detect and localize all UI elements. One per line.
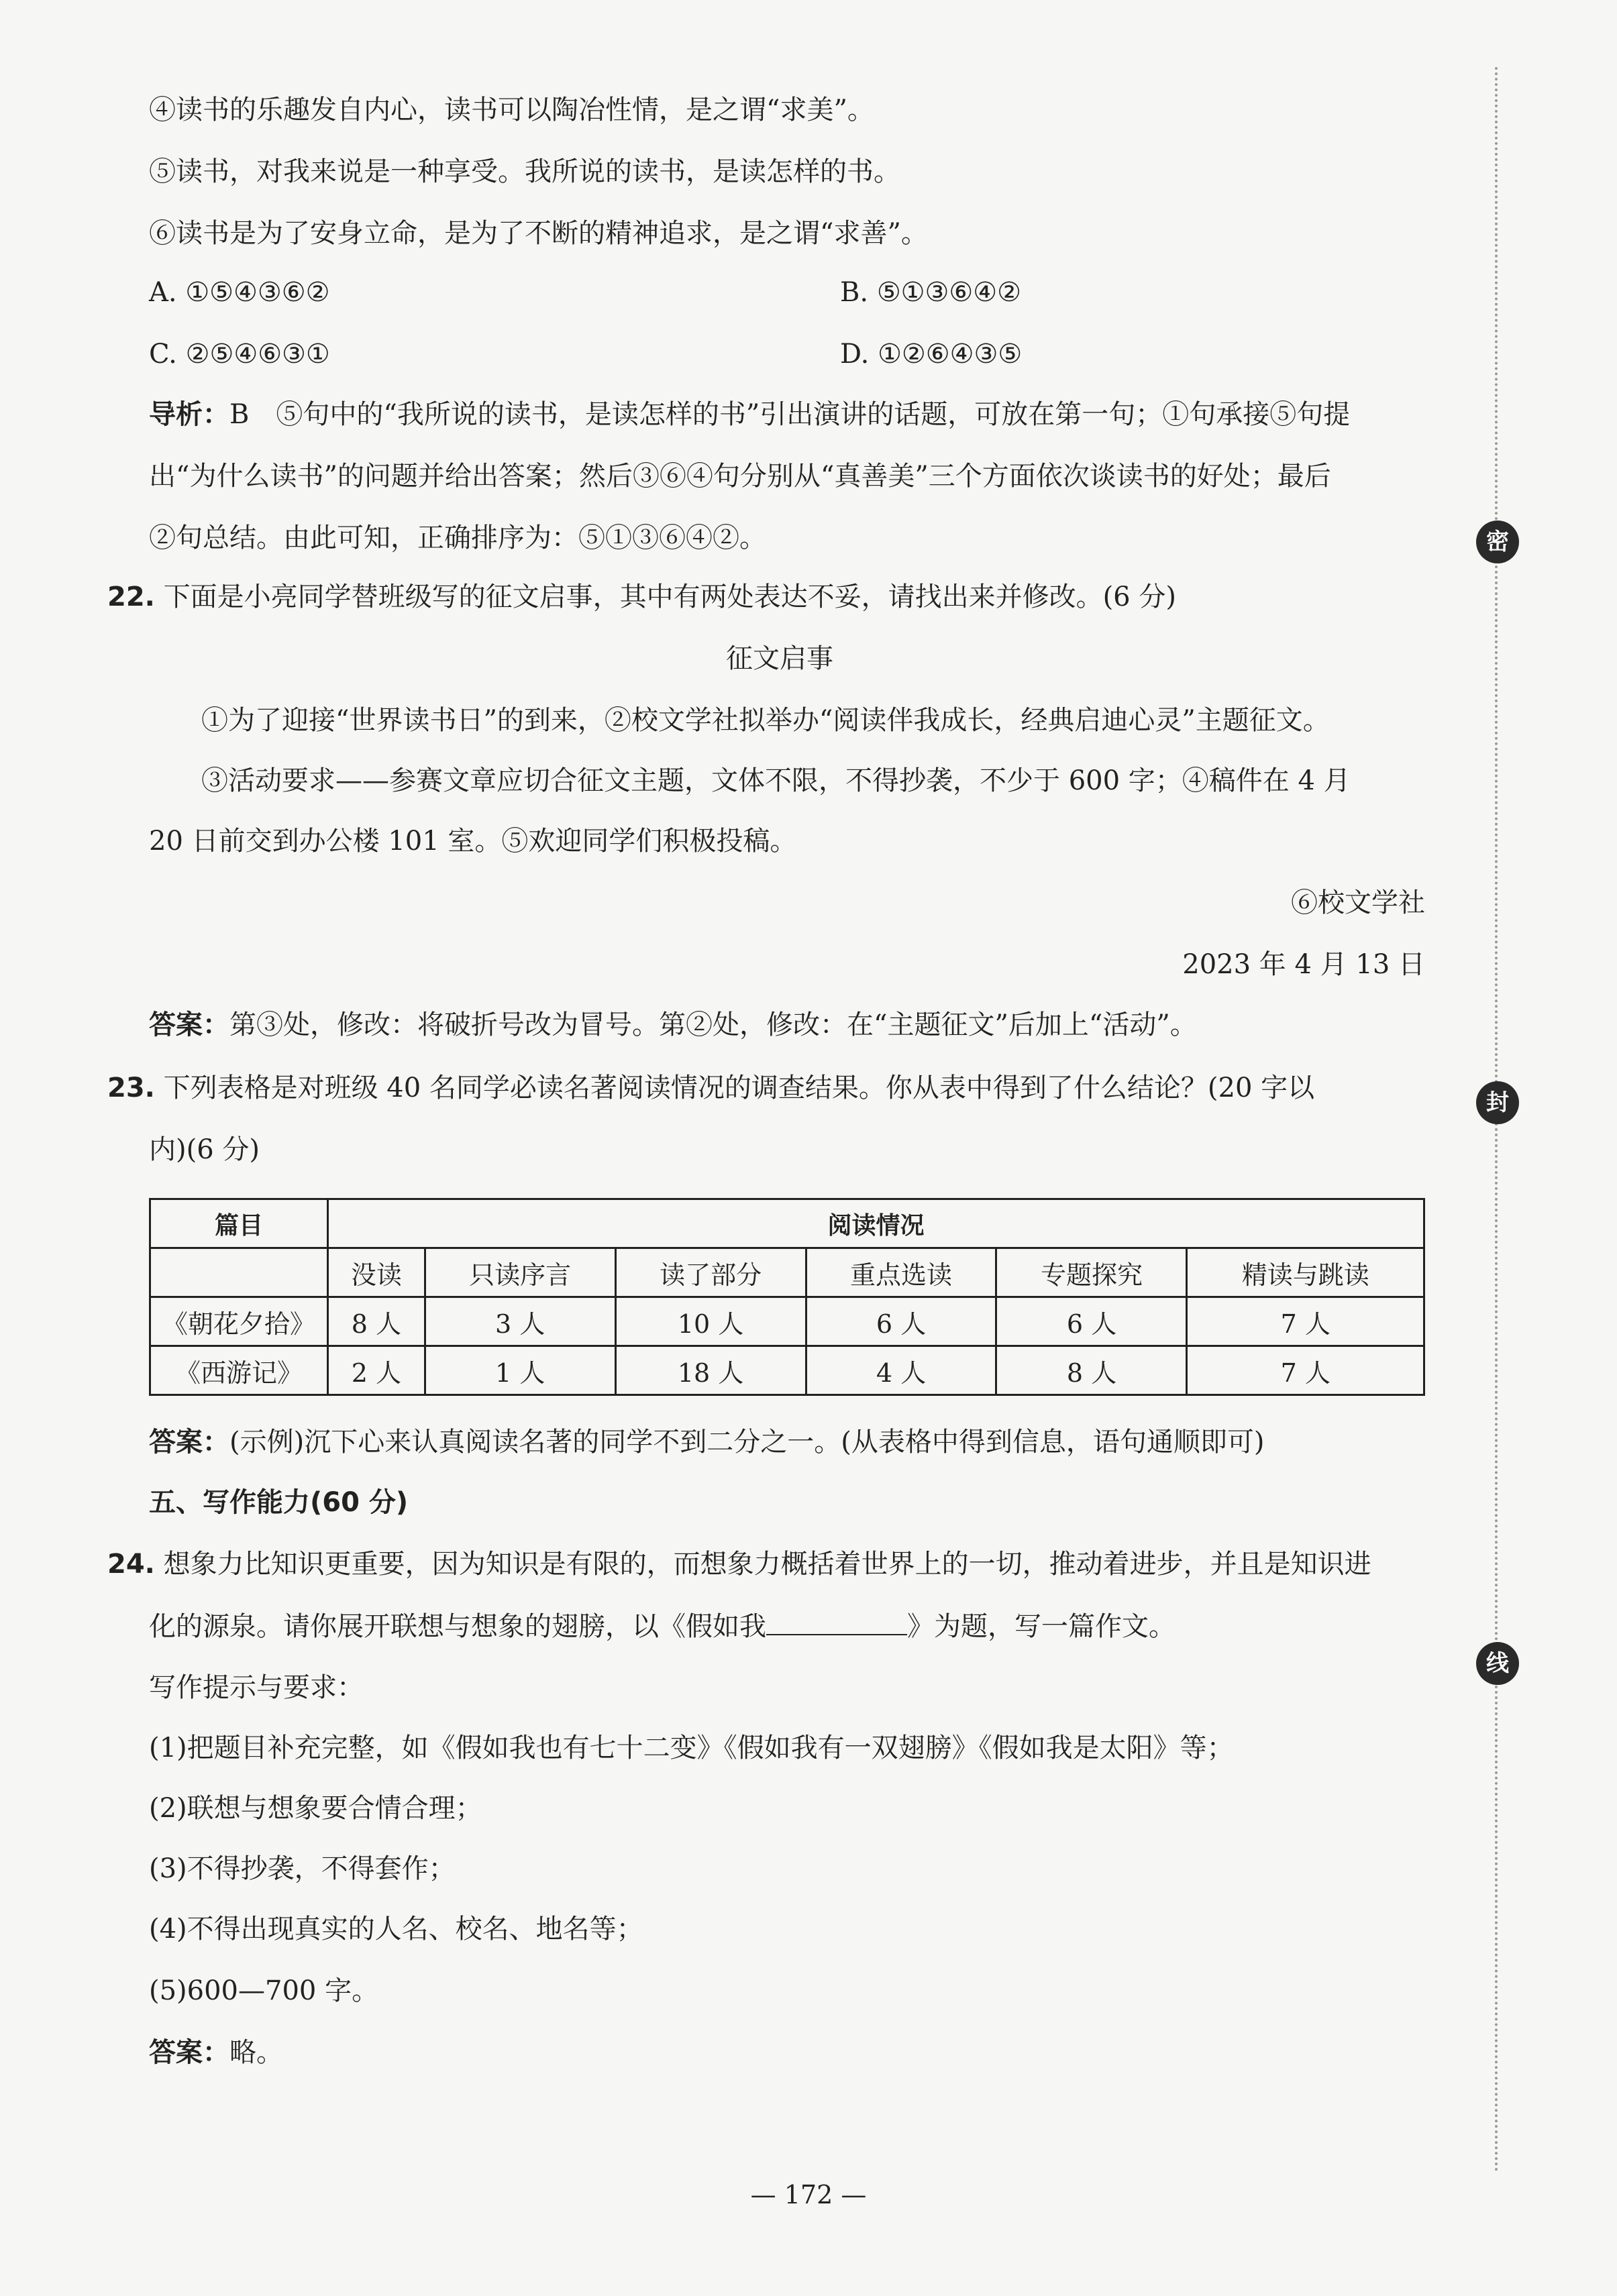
notice-paragraph-2-line-2: 20 日前交到办公楼 101 室。⑤欢迎同学们积极投稿。 bbox=[149, 826, 797, 857]
question-number: 24. bbox=[107, 1549, 155, 1580]
row-title: 《西游记》 bbox=[150, 1346, 328, 1395]
answer-text: (示例)沉下心来认真阅读名著的同学不到二分之一。(从表格中得到信息，语句通顺即可) bbox=[229, 1427, 1265, 1458]
table-cell: 18 人 bbox=[615, 1346, 806, 1395]
header-title: 篇目 bbox=[150, 1199, 328, 1248]
question-text: 下面是小亮同学替班级写的征文启事，其中有两处表达不妥，请找出来并修改。(6 分) bbox=[163, 582, 1176, 612]
question-23 bbox=[107, 1069, 1314, 1107]
question-text-line-1: 想象力比知识更重要，因为知识是有限的，而想象力概括着世界上的一切，推动着进步，并且是知识进 bbox=[163, 1549, 1371, 1580]
table-cell: 3 人 bbox=[425, 1297, 615, 1346]
option-4: ④读书的乐趣发自内心，读书可以陶冶性情，是之谓“求美”。 bbox=[149, 95, 874, 125]
option-5: ⑤读书，对我来说是一种享受。我所说的读书，是读怎样的书。 bbox=[149, 156, 900, 187]
column-header: 重点选读 bbox=[806, 1248, 996, 1297]
row-title: 《朝花夕拾》 bbox=[150, 1297, 328, 1346]
seal-feng: 封 bbox=[1476, 1081, 1519, 1124]
table-cell: 8 人 bbox=[328, 1297, 425, 1346]
header-group: 阅读情况 bbox=[328, 1199, 1424, 1248]
answer-label: 答案： bbox=[149, 1009, 229, 1040]
page-number: — 172 — bbox=[750, 2180, 867, 2209]
notice-title: 征文启事 bbox=[726, 643, 833, 674]
hint-4: (4)不得出现真实的人名、校名、地名等； bbox=[149, 1914, 643, 1945]
choice-b: B. ⑤①③⑥④② bbox=[840, 277, 1021, 308]
table-cell: 10 人 bbox=[615, 1297, 806, 1346]
table-row bbox=[150, 1346, 1424, 1395]
seal-xian: 线 bbox=[1476, 1642, 1519, 1685]
table-cell: 1 人 bbox=[425, 1346, 615, 1395]
reading-survey-table bbox=[149, 1198, 1425, 1396]
answer-text: 略。 bbox=[229, 2037, 283, 2068]
choice-d: D. ①②⑥④③⑤ bbox=[840, 339, 1023, 370]
column-header: 精读与跳读 bbox=[1187, 1248, 1424, 1297]
option-6: ⑥读书是为了安身立命，是为了不断的精神追求，是之谓“求善”。 bbox=[149, 218, 928, 249]
column-header: 读了部分 bbox=[615, 1248, 806, 1297]
analysis-line-2: 出“为什么读书”的问题并给出答案；然后③⑥④句分别从“真善美”三个方面依次谈读书的好处；最后 bbox=[149, 461, 1331, 492]
prompt-before-blank: 化的源泉。请你展开联想与想象的翅膀，以《假如我 bbox=[149, 1611, 766, 1642]
table-cell: 4 人 bbox=[806, 1346, 996, 1395]
answer-label: 答案： bbox=[149, 2037, 229, 2068]
choice-a: A. ①⑤④③⑥② bbox=[149, 277, 330, 308]
table-cell: 7 人 bbox=[1187, 1346, 1424, 1395]
choice-c: C. ②⑤④⑥③① bbox=[149, 339, 330, 370]
notice-signature: ⑥校文学社 bbox=[1291, 887, 1425, 918]
answer-22 bbox=[149, 1006, 1197, 1044]
notice-date: 2023 年 4 月 13 日 bbox=[1182, 949, 1425, 980]
table-cell: 7 人 bbox=[1187, 1297, 1424, 1346]
hint-3: (3)不得抄袭，不得套作； bbox=[149, 1853, 456, 1884]
notice-paragraph-1: ①为了迎接“世界读书日”的到来，②校文学社拟举办“阅读伴我成长，经典启迪心灵”主题征文。 bbox=[201, 705, 1330, 736]
question-23-line-2: 内)(6 分) bbox=[149, 1134, 260, 1165]
table-cell: 6 人 bbox=[996, 1297, 1187, 1346]
table-cell: 2 人 bbox=[328, 1346, 425, 1395]
column-header: 只读序言 bbox=[425, 1248, 615, 1297]
hint-5: (5)600—700 字。 bbox=[149, 1975, 379, 2006]
question-number: 22. bbox=[107, 582, 155, 612]
table-row bbox=[150, 1297, 1424, 1346]
table-cell: 6 人 bbox=[806, 1297, 996, 1346]
analysis-text-1: B ⑤句中的“我所说的读书，是读怎样的书”引出演讲的话题，可放在第一句；①句承接⑤句提 bbox=[229, 399, 1351, 430]
prompt-after-blank: 》为题，写一篇作文。 bbox=[907, 1611, 1176, 1642]
question-24 bbox=[107, 1545, 1371, 1583]
hint-2: (2)联想与想象要合情合理； bbox=[149, 1793, 482, 1824]
question-24-line-2 bbox=[149, 1607, 1176, 1645]
analysis-line-3: ②句总结。由此可知，正确排序为：⑤①③⑥④②。 bbox=[149, 523, 766, 553]
question-22 bbox=[107, 578, 1176, 616]
answer-label: 答案： bbox=[149, 1427, 229, 1458]
column-header: 没读 bbox=[328, 1248, 425, 1297]
analysis-label: 导析： bbox=[149, 399, 229, 430]
hint-1: (1)把题目补充完整，如《假如我也有七十二变》《假如我有一双翅膀》《假如我是太阳》等； bbox=[149, 1733, 1234, 1763]
answer-23 bbox=[149, 1423, 1264, 1461]
header-empty-cell bbox=[150, 1248, 328, 1297]
column-header: 专题探究 bbox=[996, 1248, 1187, 1297]
hint-title: 写作提示与要求： bbox=[149, 1672, 364, 1703]
notice-paragraph-2-line-1: ③活动要求——参赛文章应切合征文主题，文体不限，不得抄袭，不少于 600 字；④稿件在 4 月 bbox=[201, 765, 1351, 796]
answer-text: 第③处，修改：将破折号改为冒号。第②处，修改：在“主题征文”后加上“活动”。 bbox=[229, 1009, 1197, 1040]
question-text-line-1: 下列表格是对班级 40 名同学必读名著阅读情况的调查结果。你从表中得到了什么结论？(20 字以 bbox=[163, 1073, 1315, 1103]
question-number: 23. bbox=[107, 1073, 155, 1103]
analysis-line-1 bbox=[149, 396, 1425, 433]
title-blank bbox=[766, 1607, 907, 1635]
section-heading: 五、写作能力(60 分) bbox=[149, 1487, 409, 1518]
seal-mi: 密 bbox=[1476, 521, 1519, 563]
answer-24 bbox=[149, 2034, 283, 2071]
table-cell: 8 人 bbox=[996, 1346, 1187, 1395]
